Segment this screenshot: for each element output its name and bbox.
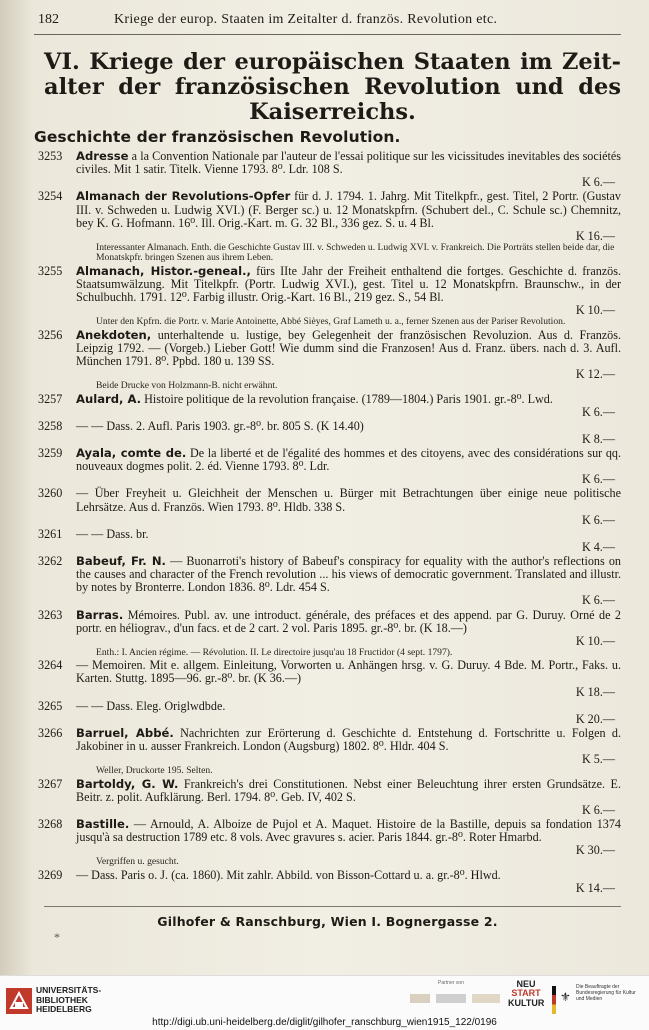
catalogue-entry <box>34 528 621 554</box>
entry-number: 3258 <box>38 418 63 433</box>
entry-author: Barras. <box>76 607 124 622</box>
entry-number: 3267 <box>38 776 63 791</box>
running-header <box>34 12 621 32</box>
entry-text <box>76 487 621 513</box>
entry-author: Babeuf, Fr. N. <box>76 554 166 568</box>
bund-text: Die Beauftragte der Bundesregierung für Kultur und Medien <box>576 984 636 1002</box>
entry-author: Barruel, Abbé. <box>76 725 174 740</box>
catalogue-entry <box>34 869 621 895</box>
entry-text <box>76 393 621 406</box>
entry-text <box>76 265 621 304</box>
entry-note: Enth.: I. Ancien régime. — Révolution. II. Le directoire jusqu'au 18 Fructidor (4 sept. 1797). <box>96 646 453 658</box>
entry-description: Frankreich's drei Constitutionen. Nebst einer Beleuchtung ihrer ersten Grundsätze. E. Beitr. z. polit. Aufklärung. Berl. 1794. 8⁰. Geb. IV, 402 S. <box>76 776 621 804</box>
entry-note: Beide Drucke von Holzmann-B. nicht erwähnt. <box>96 380 278 392</box>
university-library-logo[interactable] <box>6 988 32 1014</box>
entry-description: für d. J. 1794. 1. Jahrg. Mit Titelkpfr., gest. Titel, 2 Portr. (Gustav III. v. Schweden u. Ludwig XVI.) (F. Berger sc.) u. 12 Monatskpfrn. (Schubert del., C. Schule sc.) Chemnitz, bey K. G. Hofmann. 16⁰. Ill. Orig.-Kart. m. G. 32 Bl., 336 gez. S. u. 4 Bl. <box>76 189 622 230</box>
entry-price: K 6.— <box>581 593 615 608</box>
entry-description: — Buonarroti's history of Babeuf's conspiracy for equality with the author's reflections on the causes and character of the French revolution ... his views of democratic government. Translated and illustr. by notes by Bronterre. London 1836. 8⁰. Ldr. 454 S. <box>76 554 622 595</box>
entry-text <box>76 447 621 473</box>
entry-text <box>76 609 621 635</box>
header-rule <box>34 34 621 35</box>
catalogue-entry <box>34 609 621 659</box>
entry-number: 3268 <box>38 817 63 832</box>
entry-author: Bastille. <box>76 817 130 832</box>
digitization-bar <box>0 975 649 1030</box>
catalogue-entry <box>34 487 621 526</box>
entry-number: 3266 <box>38 725 63 740</box>
entry-author: Aulard, A. <box>76 391 142 406</box>
entry-description: Histoire politique de la revolution française. (1789—1804.) Paris 1901. gr.-8⁰. Lwd. <box>141 391 553 406</box>
entry-description: — — Dass. 2. Aufl. Paris 1903. gr.-8⁰. br. 805 S. (K 14.40) <box>76 418 364 433</box>
entry-price: K 4.— <box>581 539 615 554</box>
entry-author: Adresse <box>76 149 129 163</box>
entry-note: Weller, Druckorte 195. Selten. <box>96 765 213 777</box>
entry-text <box>76 528 621 541</box>
entry-number: 3260 <box>38 486 63 501</box>
entry-author: Almanach der Revolutions-Opfer <box>76 189 291 204</box>
entry-price: K 6.— <box>581 404 615 419</box>
catalogue-entry <box>34 447 621 486</box>
permalink-url[interactable]: http://digi.ub.uni-heidelberg.de/diglit/gilhofer_ranschburg_wien1915_122/0196 <box>152 1017 497 1028</box>
entry-description: — — Dass. br. <box>76 526 149 541</box>
catalogue-entry <box>34 265 621 328</box>
entry-number: 3262 <box>38 554 63 568</box>
entry-number: 3256 <box>38 327 63 342</box>
catalogue-entry <box>34 778 621 817</box>
catalogue-entry <box>34 555 621 608</box>
entry-text <box>76 329 621 368</box>
entry-price: K 6.— <box>581 175 615 190</box>
entry-number: 3265 <box>38 698 63 713</box>
entry-description: — Über Freyheit u. Gleichheit der Menschen u. Bürger mit Betrachtungen über einige neue politische Lehrsätze. Aus d. Französ. Wien 1793. 8⁰. Hldb. 338 S. <box>76 486 621 514</box>
entry-author: Almanach, Histor.-geneal., <box>76 263 251 278</box>
catalogue-entry <box>34 329 621 392</box>
partner-label: Partner von <box>438 980 464 986</box>
entry-price: K 10.— <box>575 303 615 318</box>
entry-price: K 18.— <box>575 684 615 699</box>
entry-author: Anekdoten, <box>76 327 152 342</box>
catalogue-entry <box>34 190 621 263</box>
catalogue-entry <box>34 420 621 446</box>
entry-description: — Arnould, A. Alboize de Pujol et A. Maquet. Histoire de la Bastille, depuis sa fondation 1374 jusqu'à sa destruction 1789 etc. 8 vols. Avec gravures s. acier. Paris 1844. gr.-8⁰. Roter Hmarbd. <box>76 817 621 845</box>
entry-price: K 20.— <box>575 711 615 726</box>
entry-text <box>76 420 621 433</box>
entry-price: K 30.— <box>575 843 615 858</box>
entry-number: 3261 <box>38 526 63 541</box>
entry-number: 3259 <box>38 446 63 460</box>
entry-price: K 5.— <box>581 752 615 767</box>
entry-description: fürs IIte Jahr der Freiheit enthaltend die fortges. Geschichte d. französ. Staatsumwälzung. Mit Titelkpfr. (Portr. Ludwig XVI.), gest. Titel u. 12 Monatskpfrn. Braunschw., in der Schulbuchh. 1791. 12⁰. Farbig illustr. Orig.-Kart. 16 Bl., 219 gez. S., 54 Bl. <box>76 263 621 304</box>
entry-number: 3269 <box>38 867 63 882</box>
entry-note: Unter den Kpfrn. die Portr. v. Marie Antoinette, Abbé Sièyes, Graf Lameth u. a., ferner Szenen aus der Pariser Revolution. <box>96 316 566 328</box>
entry-price: K 12.— <box>575 366 615 381</box>
page-number: 182 <box>38 12 59 27</box>
entry-number: 3254 <box>38 189 63 204</box>
entry-price: K 6.— <box>581 472 615 487</box>
entry-text <box>76 190 621 229</box>
entry-price: K 8.— <box>581 431 615 446</box>
catalogue-entry <box>34 659 621 698</box>
eagle-icon: ⚜ <box>560 990 571 1004</box>
catalogue-entry <box>34 393 621 419</box>
entry-text <box>76 869 621 882</box>
entry-description: De la liberté et de l'égalité des hommes et des citoyens, avec des considérations sur qq. nouveaux dogmes polit. 2. éd. Vienne 1793. 8⁰. Ldr. <box>76 446 622 474</box>
entry-description: — Dass. Paris o. J. (ca. 1860). Mit zahlr. Abbild. von Bisson-Cottard u. a. gr.-8⁰. Hlwd. <box>76 867 501 882</box>
entry-text <box>76 659 621 685</box>
entry-description: a la Convention Nationale par l'auteur de l'essai politique sur les vicissitudes inevitables des sociétés civiles. Mit 1 satir. Titelk. Vienne 1793. 8⁰. Ldr. 108 S. <box>76 149 621 177</box>
entry-text <box>76 778 621 804</box>
partner-logos-icon <box>400 990 522 1008</box>
entry-price: K 10.— <box>575 633 615 648</box>
entry-text <box>76 818 621 844</box>
entry-description: — — Dass. Eleg. Origlwdbde. <box>76 698 226 713</box>
entry-text <box>76 700 621 713</box>
neustart-kultur-logo[interactable]: NEU START KULTUR <box>508 979 545 1008</box>
entry-number: 3255 <box>38 263 63 278</box>
library-name: UNIVERSITÄTS- BIBLIOTHEK HEIDELBERG <box>36 985 102 1015</box>
catalogue-entry <box>34 700 621 726</box>
entry-description: Mémoires. Publ. av. une introduct. générale, des préfaces et des append. par G. Duruy. Orné de 2 portr. en héliograv., d'un facs. et de 2 cart. 2 vol. Paris 1895. gr.-8⁰. br. (K 18.—) <box>76 607 621 635</box>
entry-text <box>76 555 621 594</box>
section-title: VI. Kriege der europäischen Staaten im Zeit-alter der französischen Revolution und des Kaiserreichs. <box>44 49 621 125</box>
footer-rule <box>44 906 621 907</box>
publisher-imprint: Gilhofer & Ranschburg, Wien I. Bognergasse 2. <box>157 914 498 929</box>
entry-number: 3264 <box>38 658 63 673</box>
catalogue-entry <box>34 818 621 868</box>
catalogue-entry <box>34 150 621 189</box>
catalogue-entry <box>34 727 621 777</box>
entry-price: K 16.— <box>575 228 615 243</box>
entry-description: Nachrichten zur Erörterung d. Geschichte d. Entstehung d. Fortschritte u. Folgen d. Jakobiner in u. ausser Frankreich. London (Augsburg) 1802. 8⁰. Hldr. 404 S. <box>76 725 622 754</box>
subsection-title: Geschichte der französischen Revolution. <box>34 128 401 146</box>
catalogue-entries <box>34 150 621 896</box>
entry-text <box>76 727 621 753</box>
entry-description: unterhaltende u. lustige, bey Gelegenheit der französischen Revoluzion. Aus d. Französ. Leipzig 1792. — (Vorgeb.) Lieber Gott! Wie dumm sind die Franzosen! Aus d. Franz. übers. nach d. 3. Aufl. München 1791. 8⁰. Ppbd. 180 u. 139 SS. <box>76 327 621 368</box>
flag-icon <box>552 986 556 1014</box>
entry-note: Interessanter Almanach. Enth. die Geschichte Gustav III. v. Schweden u. Ludwig XVI. v. Frankreich. Die Porträts stellen beide dar, die Monatskpfr. bringen Szenen aus ihrem Leben. <box>96 241 615 264</box>
entry-author: Bartoldy, G. W. <box>76 776 179 791</box>
entry-price: K 6.— <box>581 512 615 527</box>
running-title: Kriege der europ. Staaten im Zeitalter d. französ. Revolution etc. <box>114 12 498 27</box>
entry-note: Vergriffen u. gesucht. <box>96 856 179 868</box>
federal-government-logo[interactable] <box>552 984 644 1020</box>
entry-text <box>76 150 621 176</box>
entry-description: — Memoiren. Mit e. allgem. Einleitung, Vorworten u. Anhängen hrsg. v. G. Duruy. 4 Bde. M. Portr., Faks. u. Karten. Stuttg. 1895—96. gr.-8⁰. br. (K 36.—) <box>76 658 621 686</box>
entry-number: 3263 <box>38 607 63 622</box>
entry-number: 3257 <box>38 391 63 406</box>
asterisk-mark: * <box>54 930 60 944</box>
entry-number: 3253 <box>38 149 63 163</box>
entry-price: K 6.— <box>581 802 615 817</box>
entry-author: Ayala, comte de. <box>76 446 187 460</box>
entry-price: K 14.— <box>575 880 615 895</box>
